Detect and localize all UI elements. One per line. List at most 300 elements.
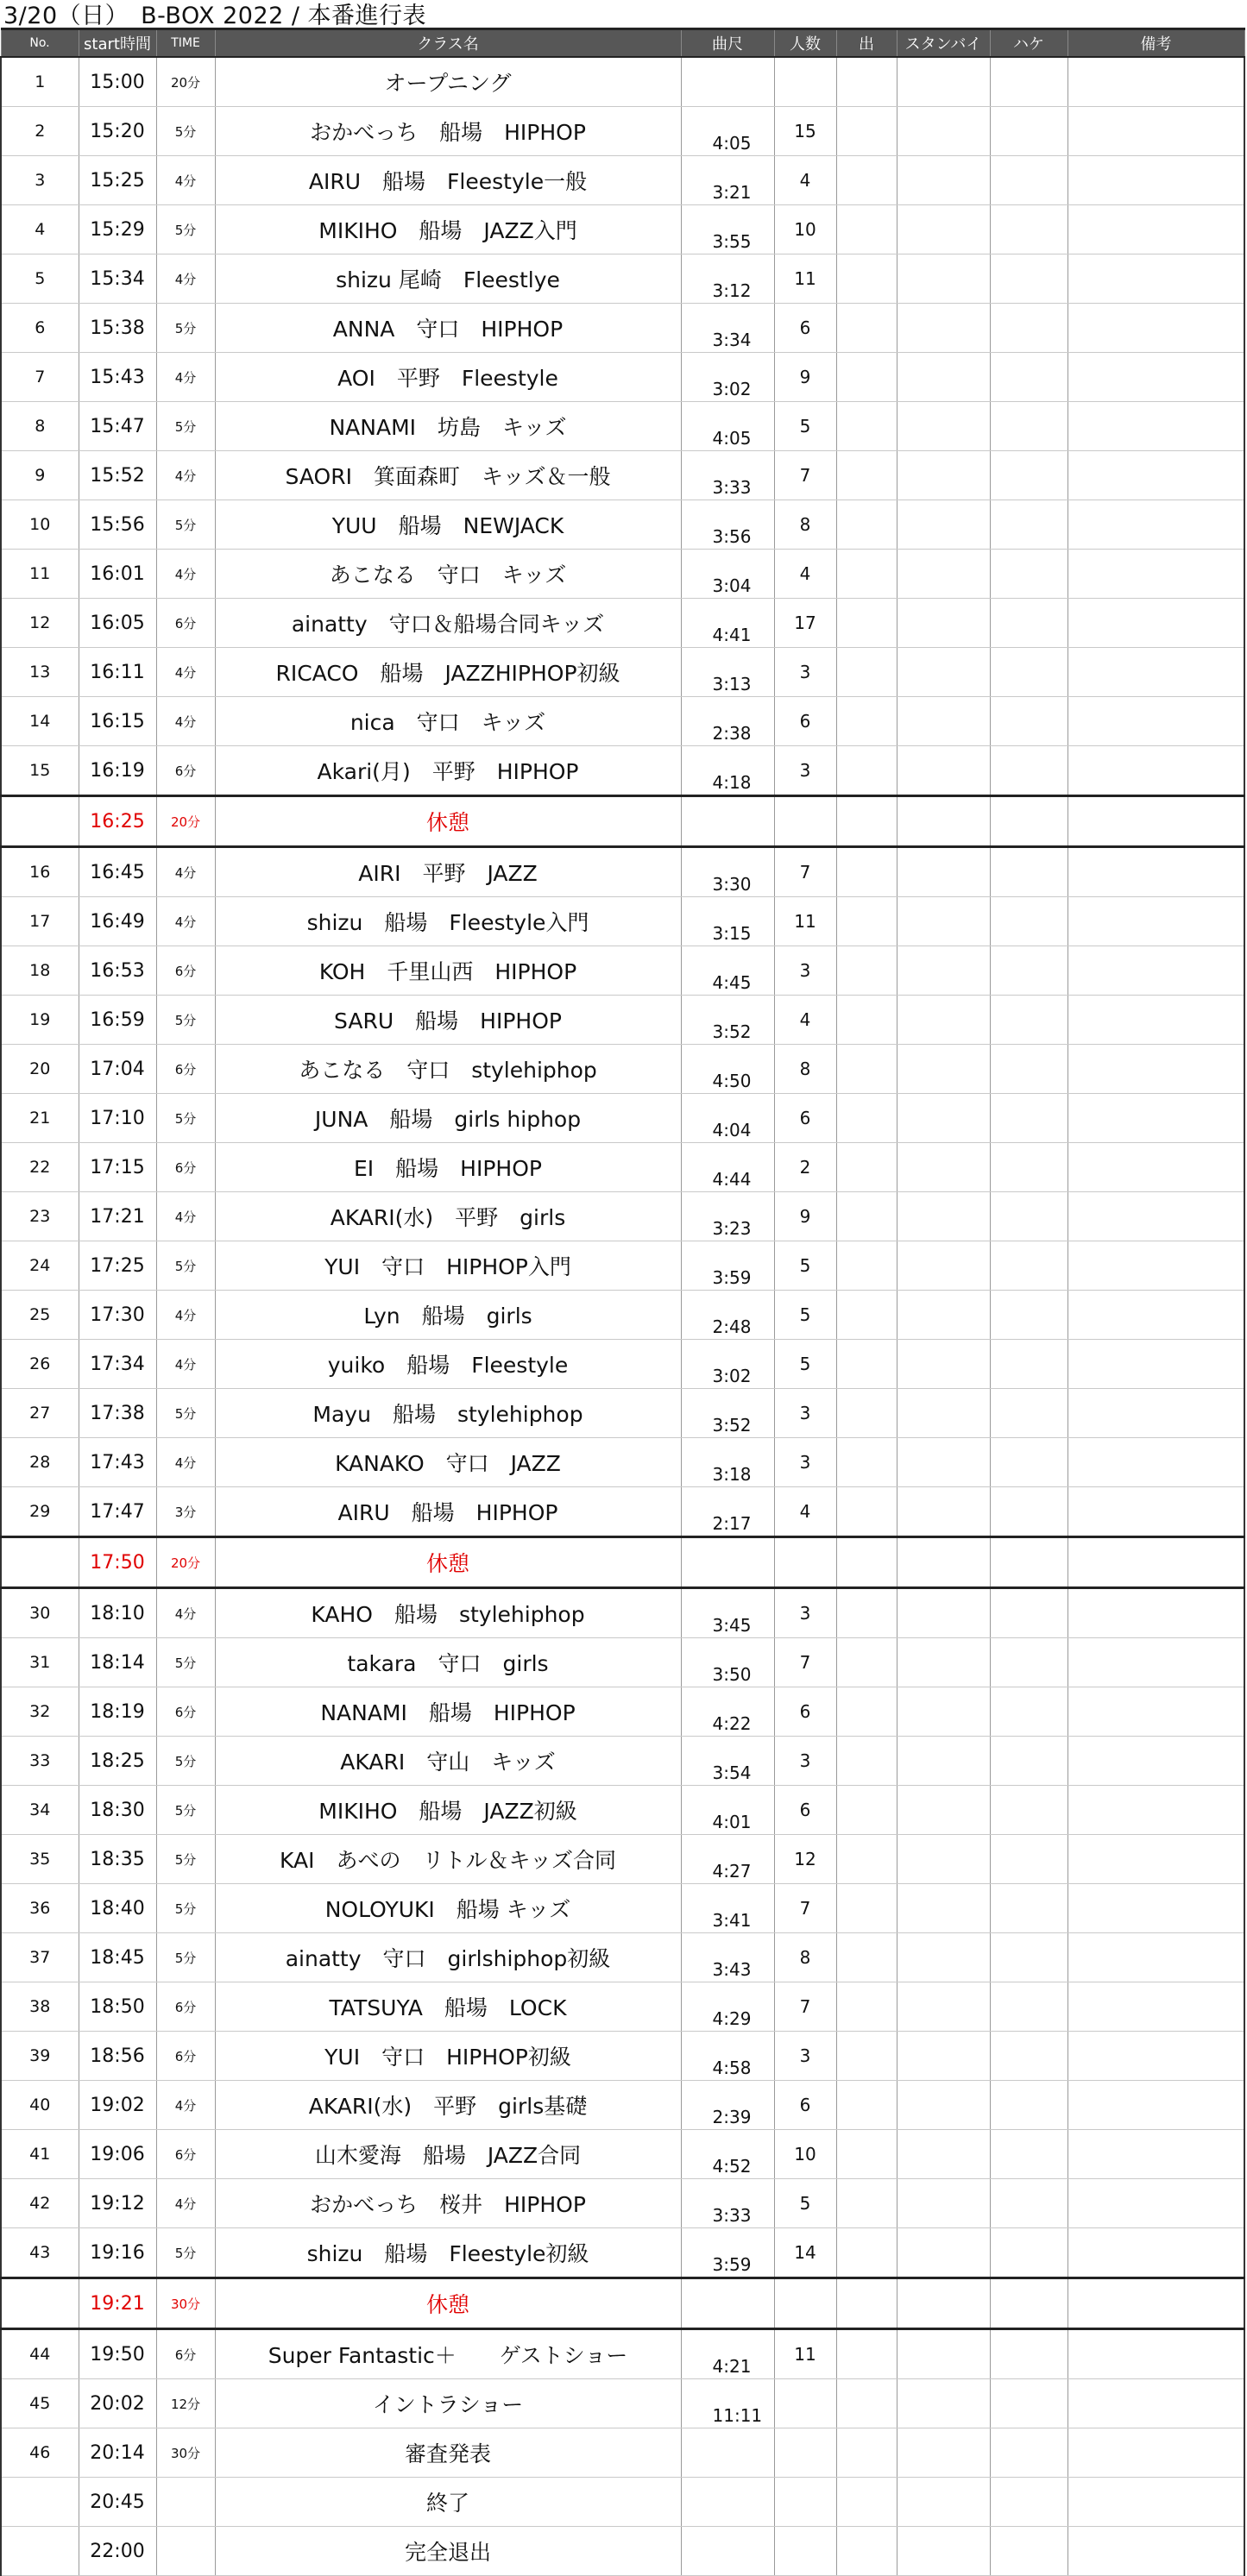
cell-no: 19 (1, 996, 79, 1045)
cell-notes (1068, 304, 1244, 353)
cell-hake (990, 353, 1068, 402)
cell-hake (990, 2428, 1068, 2478)
cell-class-name: おかべっち 桜井 HIPHOP (215, 2179, 681, 2228)
cell-count: 14 (774, 2228, 836, 2278)
cell-hake (990, 2179, 1068, 2228)
cell-class-name: 休憩 (215, 1537, 681, 1588)
cell-no: 34 (1, 1786, 79, 1835)
cell-count: 10 (774, 2130, 836, 2179)
cell-count: 5 (774, 402, 836, 451)
cell-duration: 5分 (156, 1241, 215, 1291)
schedule-row (1, 2329, 1244, 2379)
cell-start: 17:10 (79, 1094, 156, 1143)
cell-song-length: 2:48 (681, 1291, 774, 1340)
cell-out (836, 2278, 897, 2329)
cell-no (1, 796, 79, 847)
cell-standby (897, 1291, 990, 1340)
cell-standby (897, 1340, 990, 1389)
schedule-row (1, 1389, 1244, 1438)
cell-no: 15 (1, 746, 79, 796)
cell-standby (897, 1094, 990, 1143)
cell-standby (897, 847, 990, 897)
cell-count: 8 (774, 500, 836, 550)
cell-class-name: あこなる 守口 キッズ (215, 550, 681, 599)
cell-no: 20 (1, 1045, 79, 1094)
cell-out (836, 1537, 897, 1588)
cell-class-name: 終了 (215, 2478, 681, 2527)
cell-count: 4 (774, 550, 836, 599)
cell-start: 15:38 (79, 304, 156, 353)
cell-start: 19:21 (79, 2278, 156, 2329)
schedule-row (1, 1143, 1244, 1192)
cell-out (836, 2329, 897, 2379)
cell-standby (897, 1438, 990, 1487)
cell-class-name: shizu 尾崎 Fleestlye (215, 254, 681, 304)
cell-notes (1068, 2428, 1244, 2478)
cell-count: 5 (774, 1340, 836, 1389)
cell-count: 6 (774, 1094, 836, 1143)
cell-standby (897, 2329, 990, 2379)
schedule-row (1, 1438, 1244, 1487)
cell-start: 18:30 (79, 1786, 156, 1835)
cell-no: 36 (1, 1884, 79, 1933)
schedule-row (1, 2179, 1244, 2228)
cell-song-length: 4:58 (681, 2032, 774, 2081)
schedule-row (1, 1835, 1244, 1884)
cell-song-length: 4:21 (681, 2329, 774, 2379)
schedule-row (1, 1487, 1244, 1537)
cell-duration: 5分 (156, 500, 215, 550)
cell-start: 16:25 (79, 796, 156, 847)
cell-notes (1068, 550, 1244, 599)
cell-standby (897, 2179, 990, 2228)
cell-notes (1068, 107, 1244, 156)
cell-duration: 5分 (156, 1786, 215, 1835)
cell-no: 41 (1, 2130, 79, 2179)
cell-class-name: AIRU 船場 HIPHOP (215, 1487, 681, 1537)
schedule-row (1, 2081, 1244, 2130)
cell-no: 18 (1, 946, 79, 996)
cell-start: 15:43 (79, 353, 156, 402)
cell-notes (1068, 1638, 1244, 1687)
cell-out (836, 1340, 897, 1389)
header-length: 曲尺 (681, 29, 774, 58)
cell-start: 17:30 (79, 1291, 156, 1340)
cell-class-name: nica 守口 キッズ (215, 697, 681, 746)
cell-notes (1068, 500, 1244, 550)
cell-count: 6 (774, 1687, 836, 1737)
cell-class-name: MIKIHO 船場 JAZZ初級 (215, 1786, 681, 1835)
schedule-row (1, 1786, 1244, 1835)
cell-song-length: 3:18 (681, 1438, 774, 1487)
cell-hake (990, 2329, 1068, 2379)
cell-standby (897, 254, 990, 304)
cell-hake (990, 599, 1068, 648)
schedule-row (1, 1687, 1244, 1737)
cell-standby (897, 2228, 990, 2278)
cell-song-length: 3:52 (681, 996, 774, 1045)
cell-duration: 4分 (156, 451, 215, 500)
cell-count: 6 (774, 1786, 836, 1835)
cell-standby (897, 2032, 990, 2081)
cell-standby (897, 1933, 990, 1982)
schedule-row (1, 897, 1244, 946)
cell-class-name: 山木愛海 船場 JAZZ合同 (215, 2130, 681, 2179)
schedule-row (1, 500, 1244, 550)
cell-duration (156, 2527, 215, 2576)
cell-duration (156, 2478, 215, 2527)
cell-count: 4 (774, 996, 836, 1045)
cell-duration: 20分 (156, 57, 215, 107)
cell-no (1, 2278, 79, 2329)
cell-hake (990, 2379, 1068, 2428)
cell-standby (897, 897, 990, 946)
cell-no: 4 (1, 205, 79, 254)
cell-notes (1068, 1737, 1244, 1786)
cell-out (836, 1241, 897, 1291)
cell-song-length: 3:13 (681, 648, 774, 697)
cell-no: 21 (1, 1094, 79, 1143)
cell-class-name: NANAMI 船場 HIPHOP (215, 1687, 681, 1737)
cell-start: 17:43 (79, 1438, 156, 1487)
cell-class-name: KAI あべの リトル＆キッズ合同 (215, 1835, 681, 1884)
cell-count: 3 (774, 946, 836, 996)
schedule-row (1, 1884, 1244, 1933)
cell-song-length: 4:04 (681, 1094, 774, 1143)
cell-song-length: 2:39 (681, 2081, 774, 2130)
cell-standby (897, 1982, 990, 2032)
cell-no: 9 (1, 451, 79, 500)
cell-class-name: YUI 守口 HIPHOP初級 (215, 2032, 681, 2081)
cell-standby (897, 1687, 990, 1737)
cell-class-name: 審査発表 (215, 2428, 681, 2478)
cell-out (836, 1143, 897, 1192)
cell-hake (990, 946, 1068, 996)
cell-class-name: Super Fantastic＋ ゲストショー (215, 2329, 681, 2379)
cell-notes (1068, 946, 1244, 996)
cell-out (836, 1192, 897, 1241)
cell-song-length (681, 796, 774, 847)
header-count: 人数 (774, 29, 836, 58)
schedule-row (1, 57, 1244, 107)
cell-hake (990, 1487, 1068, 1537)
cell-start: 18:45 (79, 1933, 156, 1982)
cell-hake (990, 1192, 1068, 1241)
cell-duration: 6分 (156, 946, 215, 996)
cell-no: 31 (1, 1638, 79, 1687)
cell-count (774, 796, 836, 847)
cell-hake (990, 1884, 1068, 1933)
cell-hake (990, 1340, 1068, 1389)
cell-standby (897, 1143, 990, 1192)
cell-notes (1068, 996, 1244, 1045)
cell-hake (990, 2081, 1068, 2130)
cell-duration: 5分 (156, 205, 215, 254)
cell-class-name: ainatty 守口 girlshiphop初級 (215, 1933, 681, 1982)
cell-class-name: ainatty 守口＆船場合同キッズ (215, 599, 681, 648)
schedule-row (1, 1588, 1244, 1638)
cell-notes (1068, 1340, 1244, 1389)
cell-duration: 4分 (156, 897, 215, 946)
cell-start: 20:02 (79, 2379, 156, 2428)
cell-notes (1068, 2329, 1244, 2379)
cell-notes (1068, 1389, 1244, 1438)
cell-song-length: 3:02 (681, 1340, 774, 1389)
cell-out (836, 1786, 897, 1835)
cell-song-length: 4:29 (681, 1982, 774, 2032)
cell-out (836, 1094, 897, 1143)
cell-class-name: おかべっち 船場 HIPHOP (215, 107, 681, 156)
cell-notes (1068, 2478, 1244, 2527)
cell-standby (897, 996, 990, 1045)
cell-duration: 3分 (156, 1487, 215, 1537)
cell-song-length: 11:11 (681, 2379, 774, 2428)
cell-no: 7 (1, 353, 79, 402)
break-row (1, 2278, 1244, 2329)
cell-duration: 4分 (156, 1340, 215, 1389)
schedule-row (1, 451, 1244, 500)
cell-class-name: SARU 船場 HIPHOP (215, 996, 681, 1045)
cell-song-length: 3:52 (681, 1389, 774, 1438)
cell-hake (990, 1786, 1068, 1835)
cell-count: 5 (774, 2179, 836, 2228)
cell-song-length: 3:30 (681, 847, 774, 897)
cell-song-length: 3:04 (681, 550, 774, 599)
cell-count (774, 2379, 836, 2428)
cell-hake (990, 2130, 1068, 2179)
cell-class-name: Akari(月) 平野 HIPHOP (215, 746, 681, 796)
cell-no: 42 (1, 2179, 79, 2228)
break-row (1, 796, 1244, 847)
cell-notes (1068, 402, 1244, 451)
cell-standby (897, 156, 990, 205)
cell-notes (1068, 156, 1244, 205)
cell-class-name: Lyn 船場 girls (215, 1291, 681, 1340)
cell-song-length (681, 2428, 774, 2478)
cell-no: 28 (1, 1438, 79, 1487)
cell-hake (990, 107, 1068, 156)
cell-no: 8 (1, 402, 79, 451)
cell-hake (990, 796, 1068, 847)
cell-count: 3 (774, 746, 836, 796)
cell-class-name: ANNA 守口 HIPHOP (215, 304, 681, 353)
cell-start: 15:47 (79, 402, 156, 451)
cell-duration: 6分 (156, 1045, 215, 1094)
cell-out (836, 697, 897, 746)
cell-count: 11 (774, 2329, 836, 2379)
cell-hake (990, 697, 1068, 746)
cell-notes (1068, 254, 1244, 304)
cell-start: 16:05 (79, 599, 156, 648)
cell-out (836, 897, 897, 946)
cell-class-name: KANAKO 守口 JAZZ (215, 1438, 681, 1487)
cell-start: 17:21 (79, 1192, 156, 1241)
cell-notes (1068, 1045, 1244, 1094)
cell-no (1, 1537, 79, 1588)
cell-out (836, 451, 897, 500)
cell-start: 19:02 (79, 2081, 156, 2130)
cell-class-name: RICACO 船場 JAZZHIPHOP初級 (215, 648, 681, 697)
cell-song-length: 3:43 (681, 1933, 774, 1982)
cell-notes (1068, 451, 1244, 500)
cell-no: 43 (1, 2228, 79, 2278)
cell-song-length: 2:38 (681, 697, 774, 746)
schedule-row (1, 1737, 1244, 1786)
schedule-row (1, 2527, 1244, 2576)
cell-standby (897, 500, 990, 550)
cell-count: 4 (774, 156, 836, 205)
cell-no: 29 (1, 1487, 79, 1537)
cell-hake (990, 304, 1068, 353)
cell-class-name: イントラショー (215, 2379, 681, 2428)
cell-duration: 5分 (156, 1884, 215, 1933)
cell-notes (1068, 2179, 1244, 2228)
cell-no: 17 (1, 897, 79, 946)
cell-out (836, 304, 897, 353)
cell-duration: 4分 (156, 2081, 215, 2130)
header-row (1, 29, 1244, 58)
cell-song-length: 3:55 (681, 205, 774, 254)
cell-start: 16:11 (79, 648, 156, 697)
cell-count: 11 (774, 897, 836, 946)
cell-duration: 4分 (156, 847, 215, 897)
cell-hake (990, 500, 1068, 550)
cell-start: 18:14 (79, 1638, 156, 1687)
cell-out (836, 1737, 897, 1786)
cell-no: 24 (1, 1241, 79, 1291)
cell-song-length: 2:17 (681, 1487, 774, 1537)
cell-notes (1068, 1438, 1244, 1487)
cell-class-name: あこなる 守口 stylehiphop (215, 1045, 681, 1094)
cell-song-length: 4:44 (681, 1143, 774, 1192)
cell-class-name: オープニング (215, 57, 681, 107)
cell-class-name: takara 守口 girls (215, 1638, 681, 1687)
cell-class-name: KOH 千里山西 HIPHOP (215, 946, 681, 996)
cell-standby (897, 2428, 990, 2478)
cell-song-length: 3:56 (681, 500, 774, 550)
cell-song-length: 3:45 (681, 1588, 774, 1638)
cell-song-length (681, 57, 774, 107)
cell-duration: 6分 (156, 599, 215, 648)
cell-duration: 5分 (156, 304, 215, 353)
cell-standby (897, 107, 990, 156)
cell-class-name: AKARI(水) 平野 girls (215, 1192, 681, 1241)
cell-standby (897, 2130, 990, 2179)
cell-song-length: 3:54 (681, 1737, 774, 1786)
schedule-row (1, 2478, 1244, 2527)
cell-out (836, 2130, 897, 2179)
schedule-row (1, 402, 1244, 451)
cell-notes (1068, 2130, 1244, 2179)
cell-hake (990, 2478, 1068, 2527)
cell-no: 25 (1, 1291, 79, 1340)
cell-notes (1068, 746, 1244, 796)
cell-start: 19:06 (79, 2130, 156, 2179)
cell-out (836, 1835, 897, 1884)
cell-notes (1068, 1143, 1244, 1192)
cell-no: 40 (1, 2081, 79, 2130)
cell-out (836, 847, 897, 897)
schedule-row (1, 205, 1244, 254)
cell-duration: 4分 (156, 156, 215, 205)
schedule-row (1, 946, 1244, 996)
cell-start: 18:35 (79, 1835, 156, 1884)
cell-duration: 4分 (156, 1291, 215, 1340)
cell-standby (897, 57, 990, 107)
cell-hake (990, 2228, 1068, 2278)
cell-start: 16:01 (79, 550, 156, 599)
cell-count (774, 2278, 836, 2329)
schedule-row (1, 2428, 1244, 2478)
cell-duration: 5分 (156, 1835, 215, 1884)
cell-no: 16 (1, 847, 79, 897)
header-time: TIME (156, 29, 215, 58)
cell-duration: 5分 (156, 996, 215, 1045)
cell-no (1, 2478, 79, 2527)
schedule-row (1, 107, 1244, 156)
schedule-row (1, 1192, 1244, 1241)
schedule-row (1, 1638, 1244, 1687)
cell-out (836, 402, 897, 451)
cell-standby (897, 353, 990, 402)
cell-class-name: shizu 船場 Fleestyle入門 (215, 897, 681, 946)
cell-no: 37 (1, 1933, 79, 1982)
cell-duration: 4分 (156, 648, 215, 697)
cell-count: 7 (774, 1982, 836, 2032)
cell-count: 6 (774, 697, 836, 746)
cell-count: 3 (774, 1438, 836, 1487)
cell-no: 12 (1, 599, 79, 648)
cell-notes (1068, 2228, 1244, 2278)
cell-duration: 4分 (156, 1438, 215, 1487)
cell-class-name: EI 船場 HIPHOP (215, 1143, 681, 1192)
header-no: No. (1, 29, 79, 58)
cell-hake (990, 847, 1068, 897)
cell-no: 26 (1, 1340, 79, 1389)
cell-duration: 12分 (156, 2379, 215, 2428)
cell-out (836, 2428, 897, 2478)
cell-no: 32 (1, 1687, 79, 1737)
cell-no: 38 (1, 1982, 79, 2032)
cell-notes (1068, 2278, 1244, 2329)
cell-notes (1068, 796, 1244, 847)
cell-standby (897, 1884, 990, 1933)
cell-out (836, 2228, 897, 2278)
cell-song-length: 3:41 (681, 1884, 774, 1933)
cell-start: 17:50 (79, 1537, 156, 1588)
cell-hake (990, 1588, 1068, 1638)
cell-duration: 4分 (156, 2179, 215, 2228)
cell-notes (1068, 648, 1244, 697)
cell-song-length: 4:22 (681, 1687, 774, 1737)
cell-count: 3 (774, 1588, 836, 1638)
cell-start: 16:15 (79, 697, 156, 746)
cell-duration: 20分 (156, 796, 215, 847)
cell-out (836, 2032, 897, 2081)
cell-hake (990, 2527, 1068, 2576)
cell-count: 7 (774, 451, 836, 500)
cell-out (836, 2081, 897, 2130)
cell-song-length: 4:05 (681, 107, 774, 156)
cell-out (836, 796, 897, 847)
cell-no: 45 (1, 2379, 79, 2428)
cell-start: 15:00 (79, 57, 156, 107)
cell-no: 46 (1, 2428, 79, 2478)
cell-no (1, 2527, 79, 2576)
schedule-row (1, 1982, 1244, 2032)
cell-start: 15:52 (79, 451, 156, 500)
schedule-row (1, 353, 1244, 402)
